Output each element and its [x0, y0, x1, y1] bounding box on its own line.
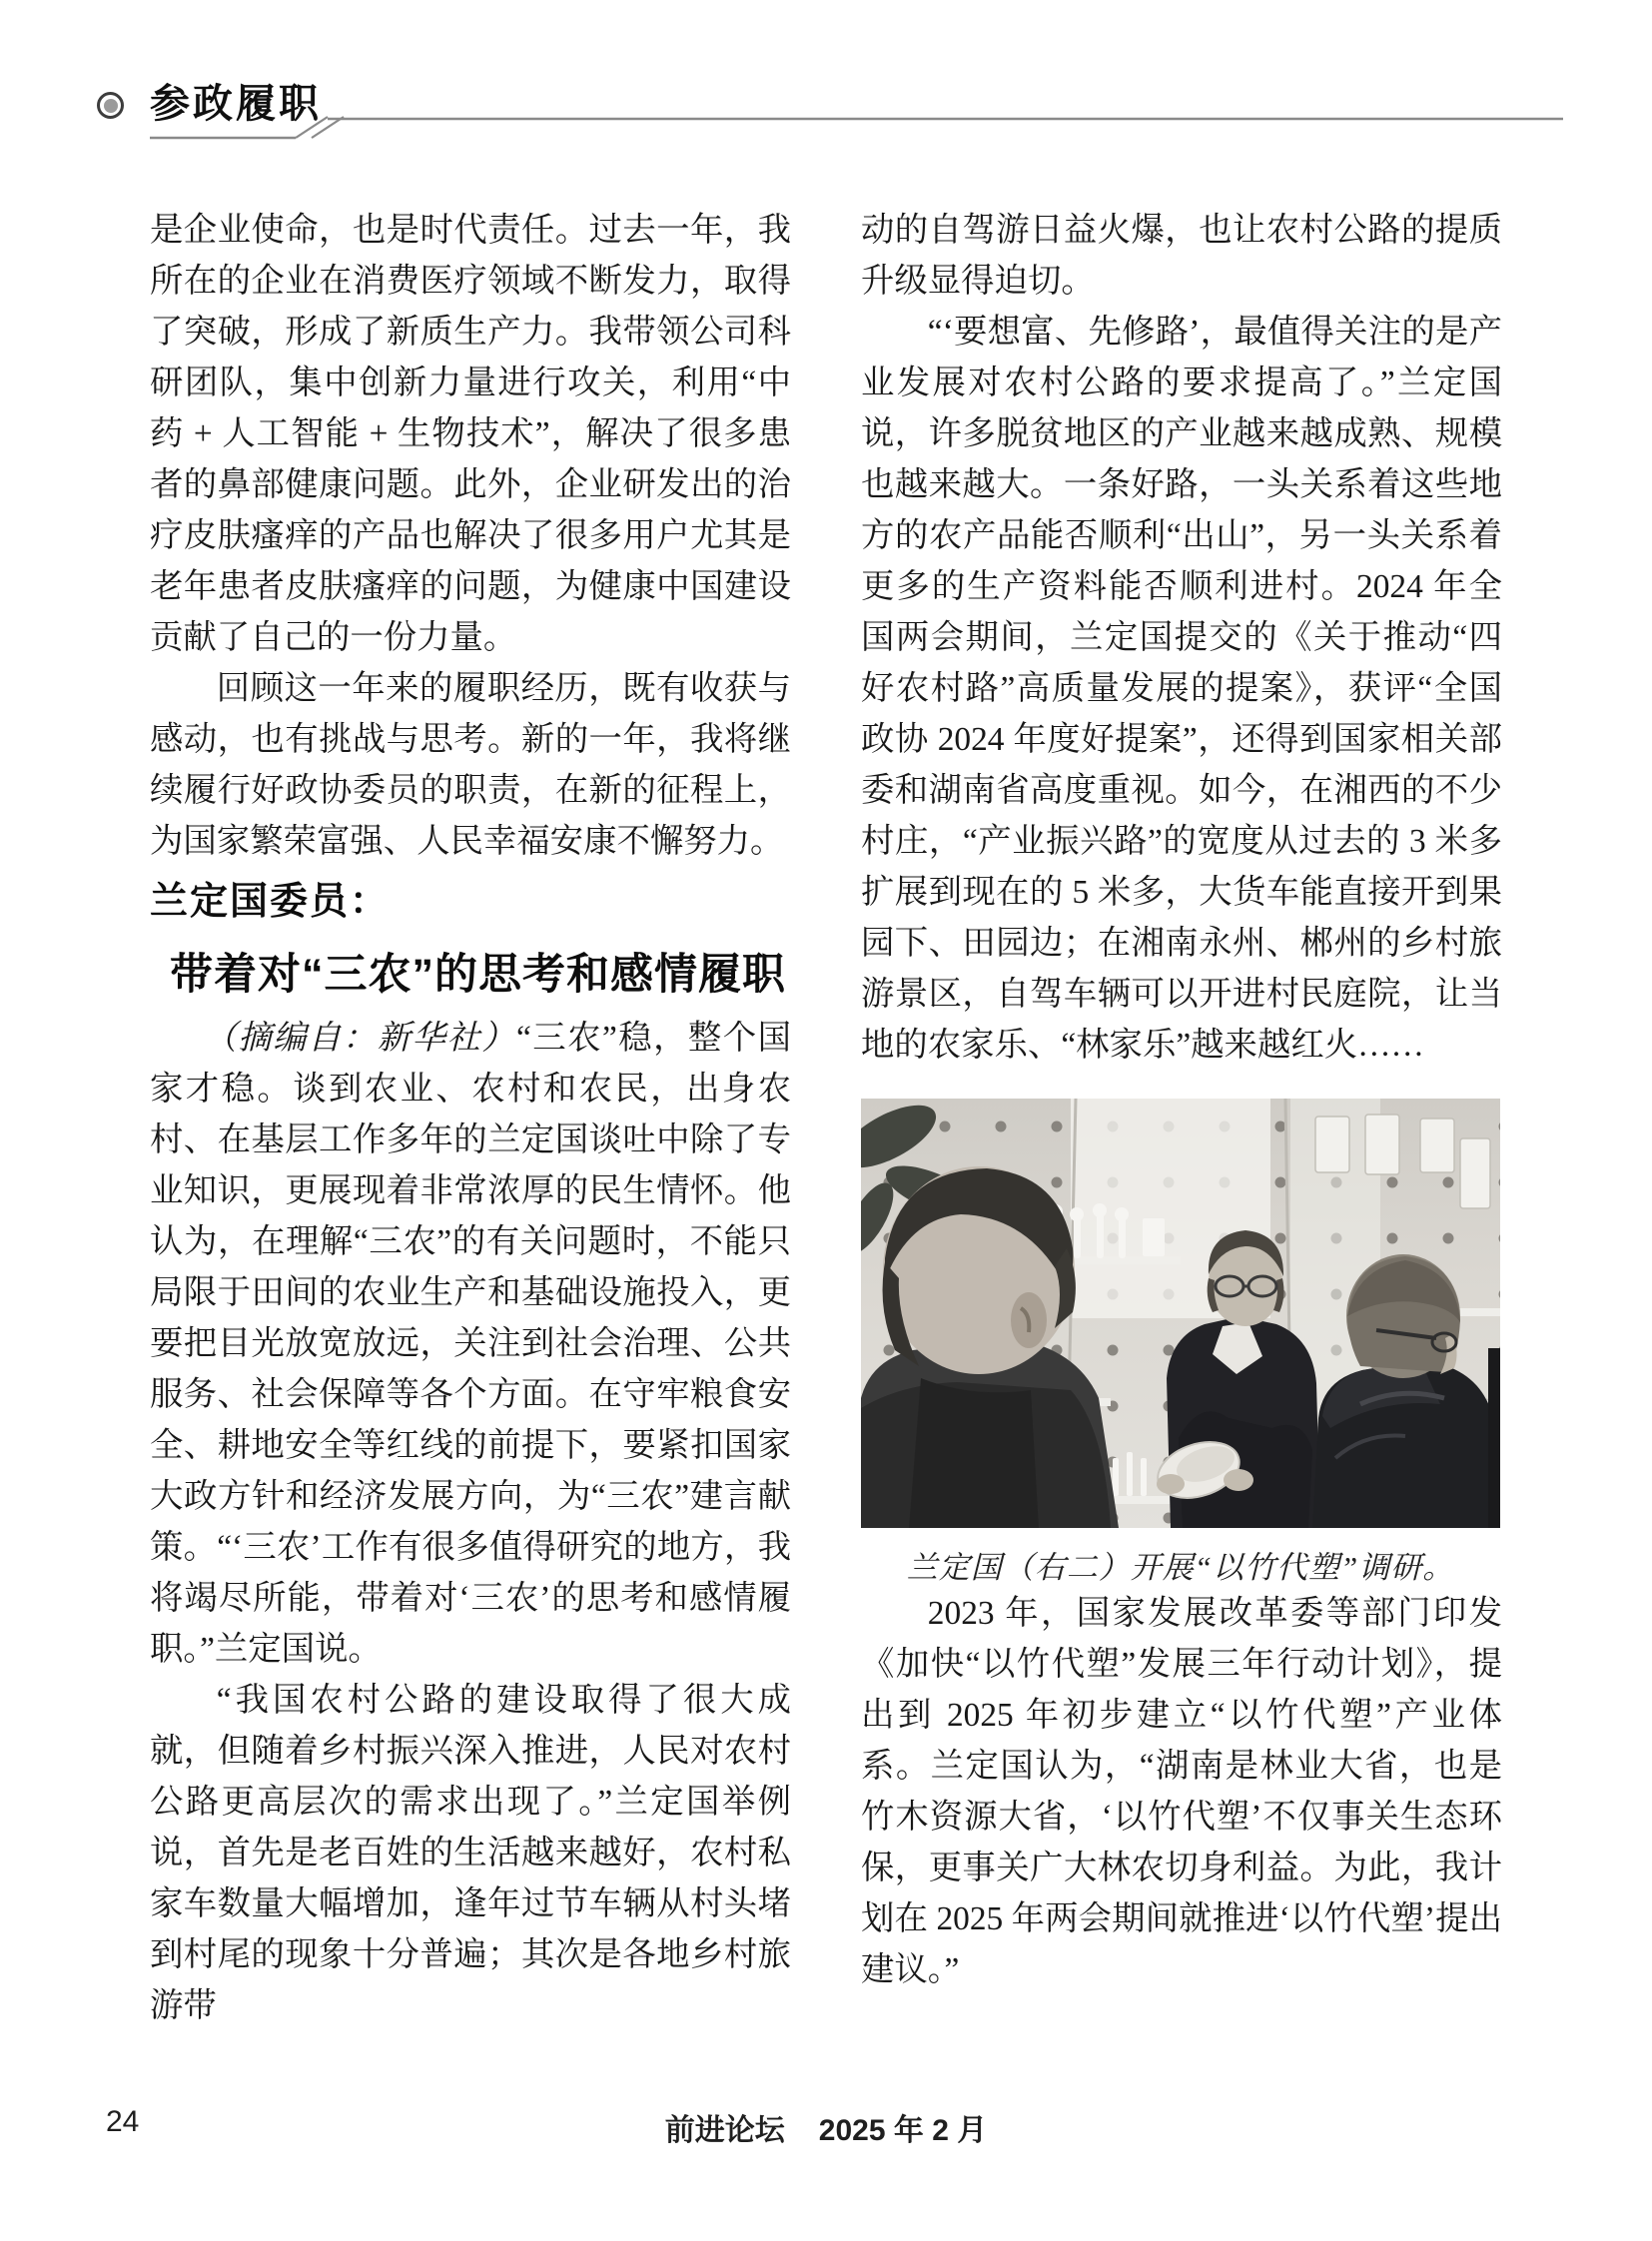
right-column — [861, 205, 1502, 1995]
section-title: 参政履职 — [150, 82, 322, 126]
left-column — [150, 205, 791, 2031]
header-rule — [150, 110, 1564, 142]
photo-lan-dingguo-research — [861, 1099, 1500, 1588]
paragraph-sannong-text: “三农”稳，整个国家才稳。谈到农业、农村和农民，出身农村、在基层工作多年的兰定国谈吐中除了专业知识，更展现着非常浓厚的民生情怀。他认为，在理解“三农”的有关问题时，不能只局限于田间的农业生产和基础设施投入，更要把目光放宽放远，关注到社会治理、公共服务、社会保障等各个方面。在守牢粮食安全、耕地安全等红线的前提下，要紧扣国家大政方针和经济发展方向，为“三农”建言献策。“‘三农’工作有很多值得研究的地方，我将竭尽所能，带着对‘三农’的思考和感情履职。”兰定国说。 — [150, 1020, 792, 1668]
footer-journal-line — [0, 2105, 1652, 2149]
journal-name: 前进论坛 — [664, 2114, 785, 2147]
section-bullet-icon — [97, 92, 124, 119]
article-heading-name: 兰定国委员： — [150, 881, 391, 923]
issue-date: 2025 年 2 月 — [818, 2114, 988, 2147]
paragraph-bamboo-plan: 2023 年，国家发展改革委等部门印发《加快“以竹代塑”发展三年行动计划》，提出到 2025 年初步建立“以竹代塑”产业体系。兰定国认为，“湖南是林业大省，也是竹木资源大省，‘以竹代塑’不仅事关生态环保，更事关广大林农切身利益。为此，我计划在 2025 年两会期间就推进‘以竹代塑’提出建议。” — [861, 1595, 1502, 1988]
paragraph-year-review: 回顾这一年来的履职经历，既有收获与感动，也有挑战与思考。新的一年，我将继续履行好政协委员的职责，在新的征程上，为国家繁荣富强、人民幸福安康不懈努力。 — [150, 670, 791, 860]
photo-caption: 兰定国（右二）开展“以竹代塑”调研。 — [906, 1550, 1455, 1585]
paragraph-rural-roads-detail: “‘要想富、先修路’，最值得关注的是产业发展对农村公路的要求提高了。”兰定国说，许多脱贫地区的产业越来越成熟、规模也越来越大。一条好路，一头关系着这些地方的农产品能否顺利“出山”，另一头关系着更多的生产资料能否顺利进村。2024 年全国两会期间，兰定国提交的《关于推动“四好农村路”高质量发展的提案》，获评“全国政协 2024 年度好提案”，还得到国家相关部委和湖南省高度重视。如今，在湘西的不少村庄，“产业振兴路”的宽度从过去的 3 米多扩展到现在的 5 米多，大货车能直接开到果园下、田园边；在湘南永州、郴州的乡村旅游景区，自驾车辆可以开进村民庭院，让当地的农家乐、“林家乐”越来越红火…… — [861, 314, 1502, 1064]
article-heading-title: 带着对“三农”的思考和感情履职 — [170, 951, 786, 999]
paragraph-enterprise-mission: 是企业使命，也是时代责任。过去一年，我所在的企业在消费医疗领域不断发力，取得了突破，形成了新质生产力。我带领公司科研团队，集中创新力量进行攻关，利用“中药 + 人工智能 + 生物技术”，解决了很多患者的鼻部健康问题。此外，企业研发出的治疗皮肤瘙痒的产品也解决了很多用户尤其是老年患者皮肤瘙痒的问题，为健康中国建设贡献了自己的一份力量。 — [150, 212, 791, 656]
paragraph-sannong — [150, 1013, 791, 1675]
photo-illustration — [861, 1099, 1500, 1528]
page-number: 24 — [106, 2105, 140, 2138]
source-note: （摘编自：新华社） — [203, 1020, 517, 1057]
paragraph-rural-roads-continued: 动的自驾游日益火爆，也让农村公路的提质升级显得迫切。 — [861, 212, 1502, 300]
paragraph-rural-roads-intro: “我国农村公路的建设取得了很大成就，但随着乡村振兴深入推进，人民对农村公路更高层次的需求出现了。”兰定国举例说，首先是老百姓的生活越来越好，农村私家车数量大幅增加，逢年过节车辆从村头堵到村尾的现象十分普遍；其次是各地乡村旅游带 — [150, 1682, 791, 2024]
